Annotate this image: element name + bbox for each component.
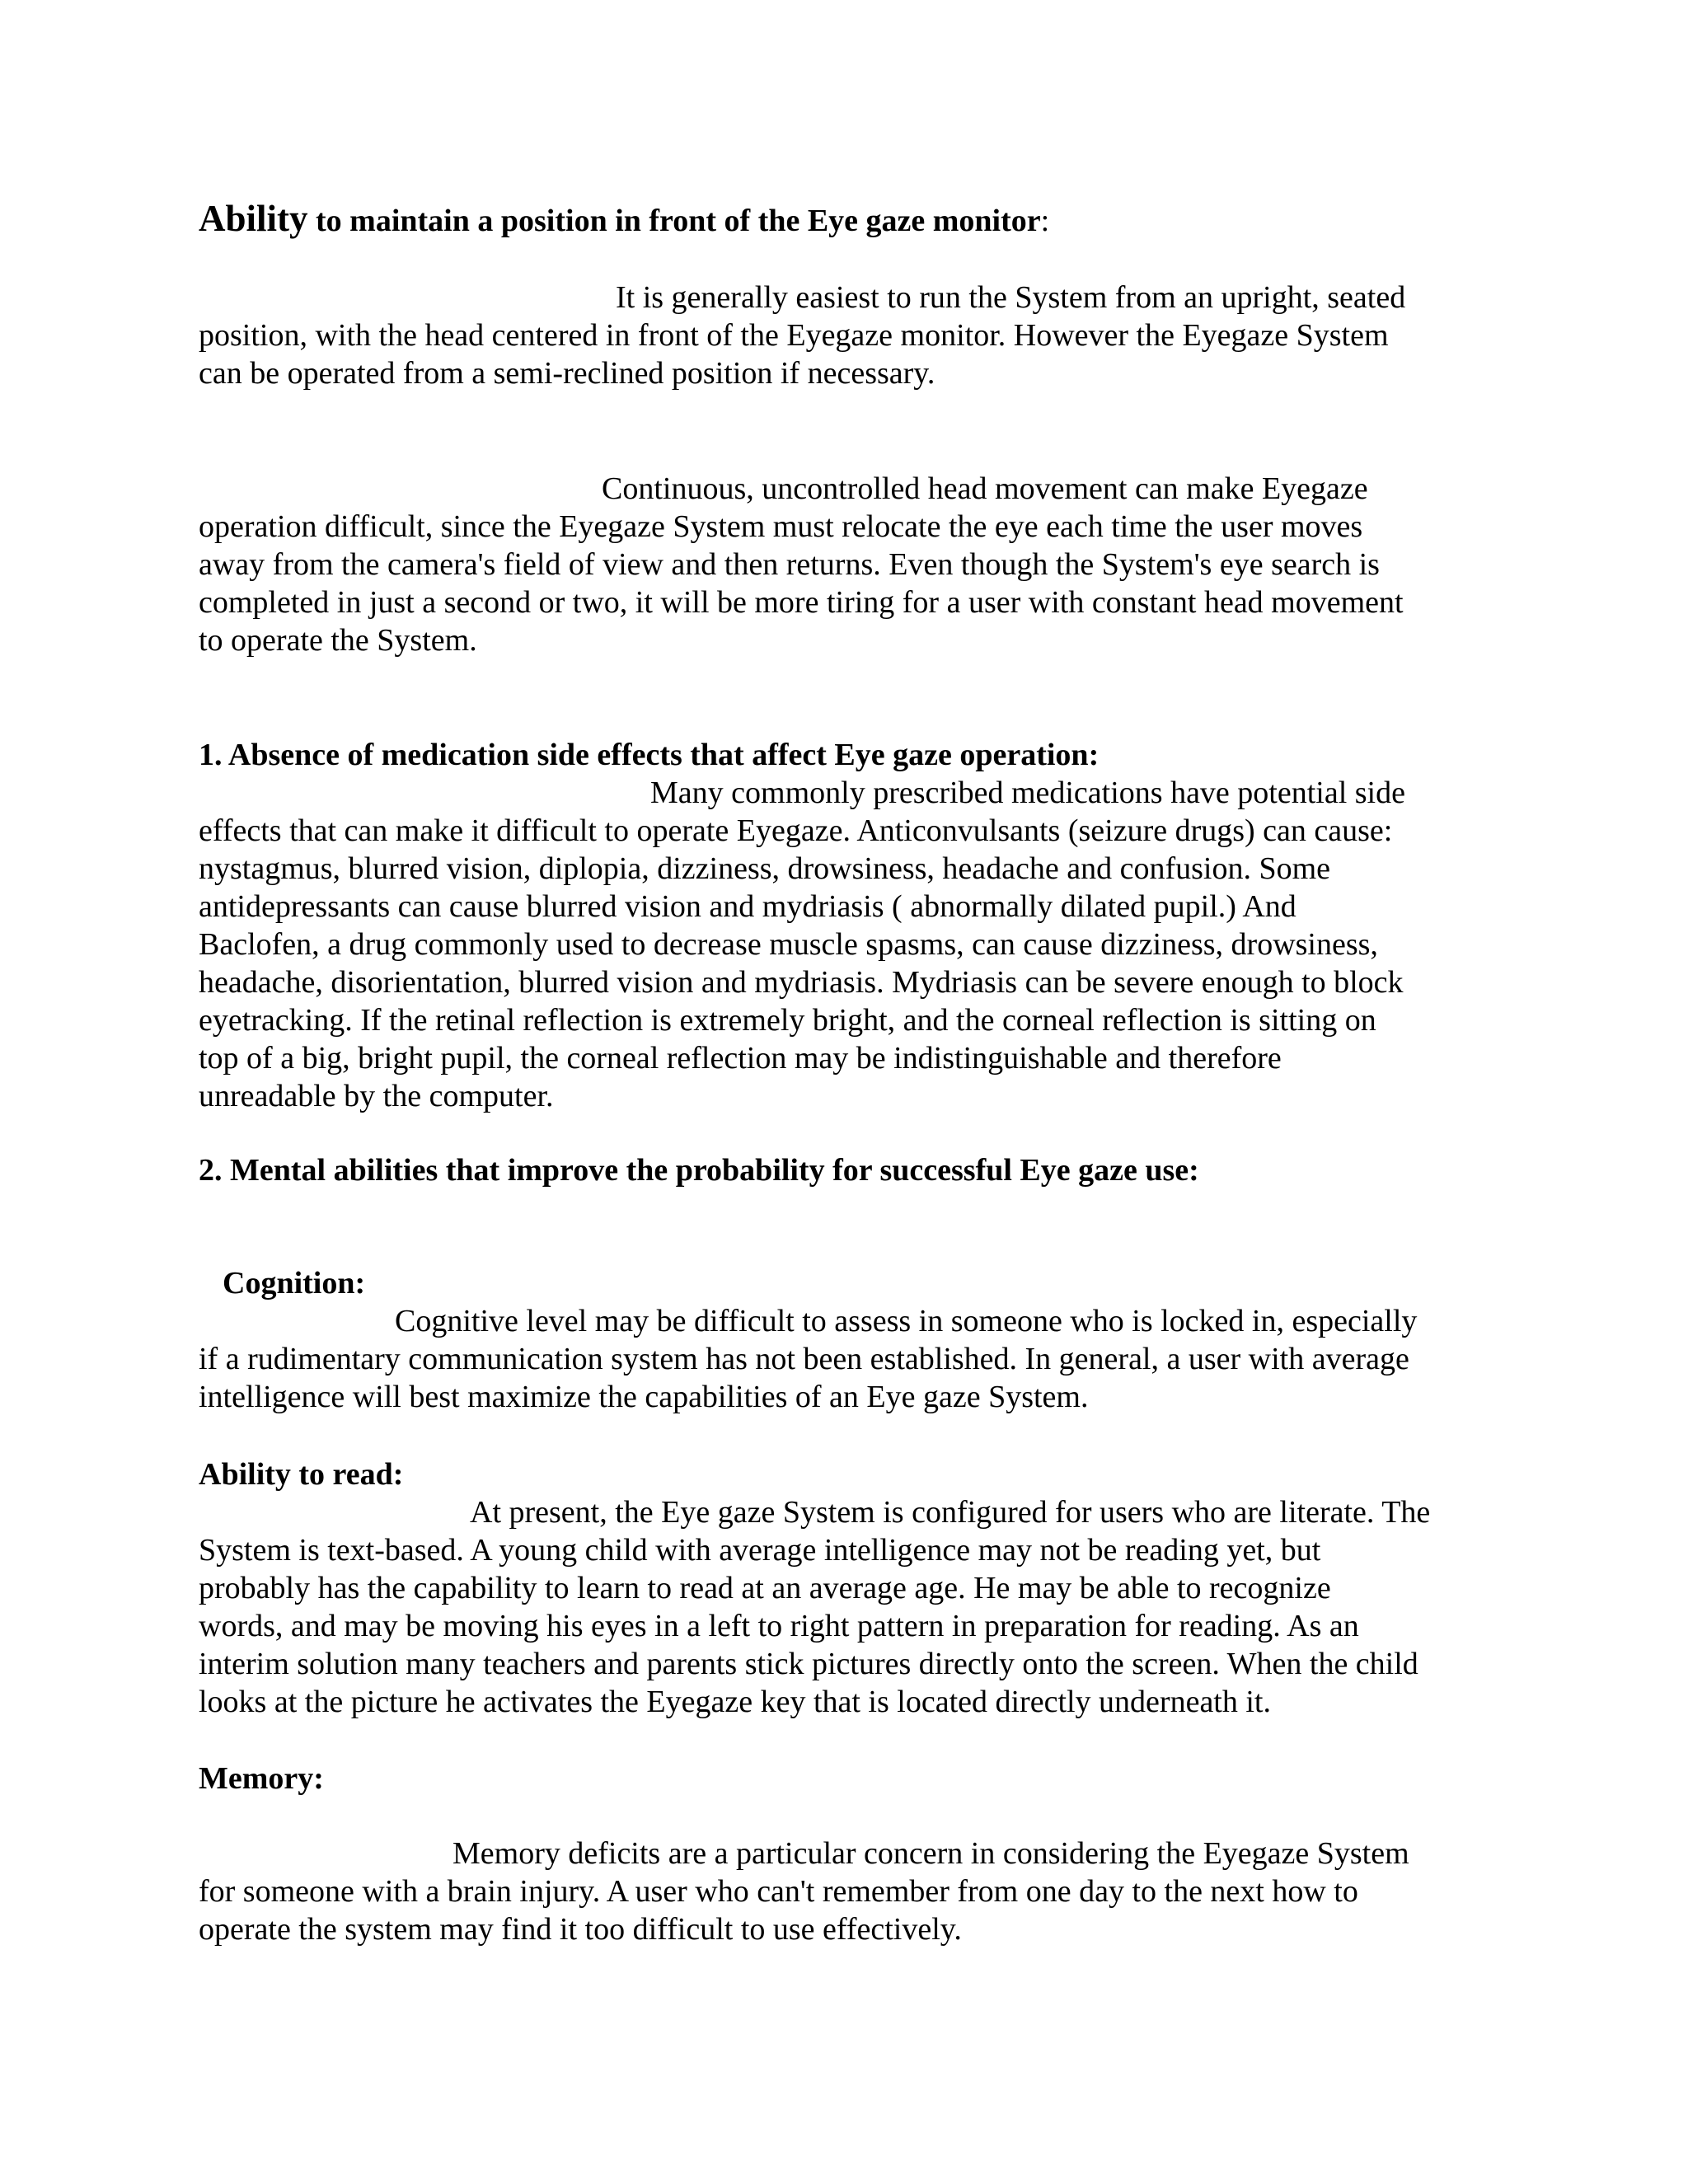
paragraph-position-upright: It is generally easiest to run the System from an upright, seated position, with the head centered in front of the Eyegaze monitor. However the Eyegaze System can be operated from a semi-reclined position if necessary. [199,280,1406,391]
heading-position-ability-rest: to maintain a position in front of the Eye gaze monitor [307,204,1041,238]
heading-ability-to-read: Ability to read: [199,1457,404,1492]
heading-cognition: Cognition: [223,1266,366,1301]
paragraph-medication-side-effects: Many commonly prescribed medications have potential side effects that can make it difficult to operate Eyegaze. Anticonvulsants (seizure drugs) can cause: nystagmus, blurred vision, diplopia, dizziness, drowsiness, headache and confusion. Some antidepressants can cause blurred vision and mydriasis ( abnormally dilated pupil.) And Baclofen, a drug commonly used to decrease muscle spasms, can cause dizziness, drowsiness, headache, disorientation, blurred vision and mydriasis. Mydriasis can be severe enough to block eyetracking. If the retinal reflection is extremely bright, and the corneal reflection is sitting on top of a big, bright pupil, the corneal reflection may be indistinguishable and therefore unreadable by the computer. [199,776,1405,1113]
heading-mental-abilities: 2. Mental abilities that improve the probability for successful Eye gaze use: [199,1153,1199,1188]
paragraph-memory: Memory deficits are a particular concern in considering the Eyegaze System for someone with a brain injury. A user who can't remember from one day to the next how to operate the system may find it too difficult to use effectively. [199,1836,1409,1947]
heading-position-ability [199,199,1049,240]
paragraph-ability-to-read: At present, the Eye gaze System is configured for users who are literate. The System is text-based. A young child with average intelligence may not be reading yet, but probably has the capability to learn to read at an average age. He may be able to recognize words, and may be moving his eyes in a left to right pattern in preparation for reading. As an interim solution many teachers and parents stick pictures directly onto the screen. When the child looks at the picture he activates the Eyegaze key that is located directly underneath it. [199,1495,1431,1719]
heading-position-ability-lead: Ability [199,198,308,239]
heading-position-ability-colon: : [1040,204,1050,238]
paragraph-cognition: Cognitive level may be difficult to assess in someone who is locked in, especially if a rudimentary communication system has not been established. In general, a user with average intelligence will best maximize the capabilities of an Eye gaze System. [199,1304,1418,1414]
heading-memory: Memory: [199,1761,324,1796]
heading-medication-side-effects: 1. Absence of medication side effects that affect Eye gaze operation: [199,738,1100,772]
paragraph-head-movement: Continuous, uncontrolled head movement can make Eyegaze operation difficult, since the Eyegaze System must relocate the eye each time the user moves away from the camera's field of view and then returns. Even though the System's eye search is completed in just a second or two, it will be more tiring for a user with constant head movement to operate the System. [199,471,1404,658]
